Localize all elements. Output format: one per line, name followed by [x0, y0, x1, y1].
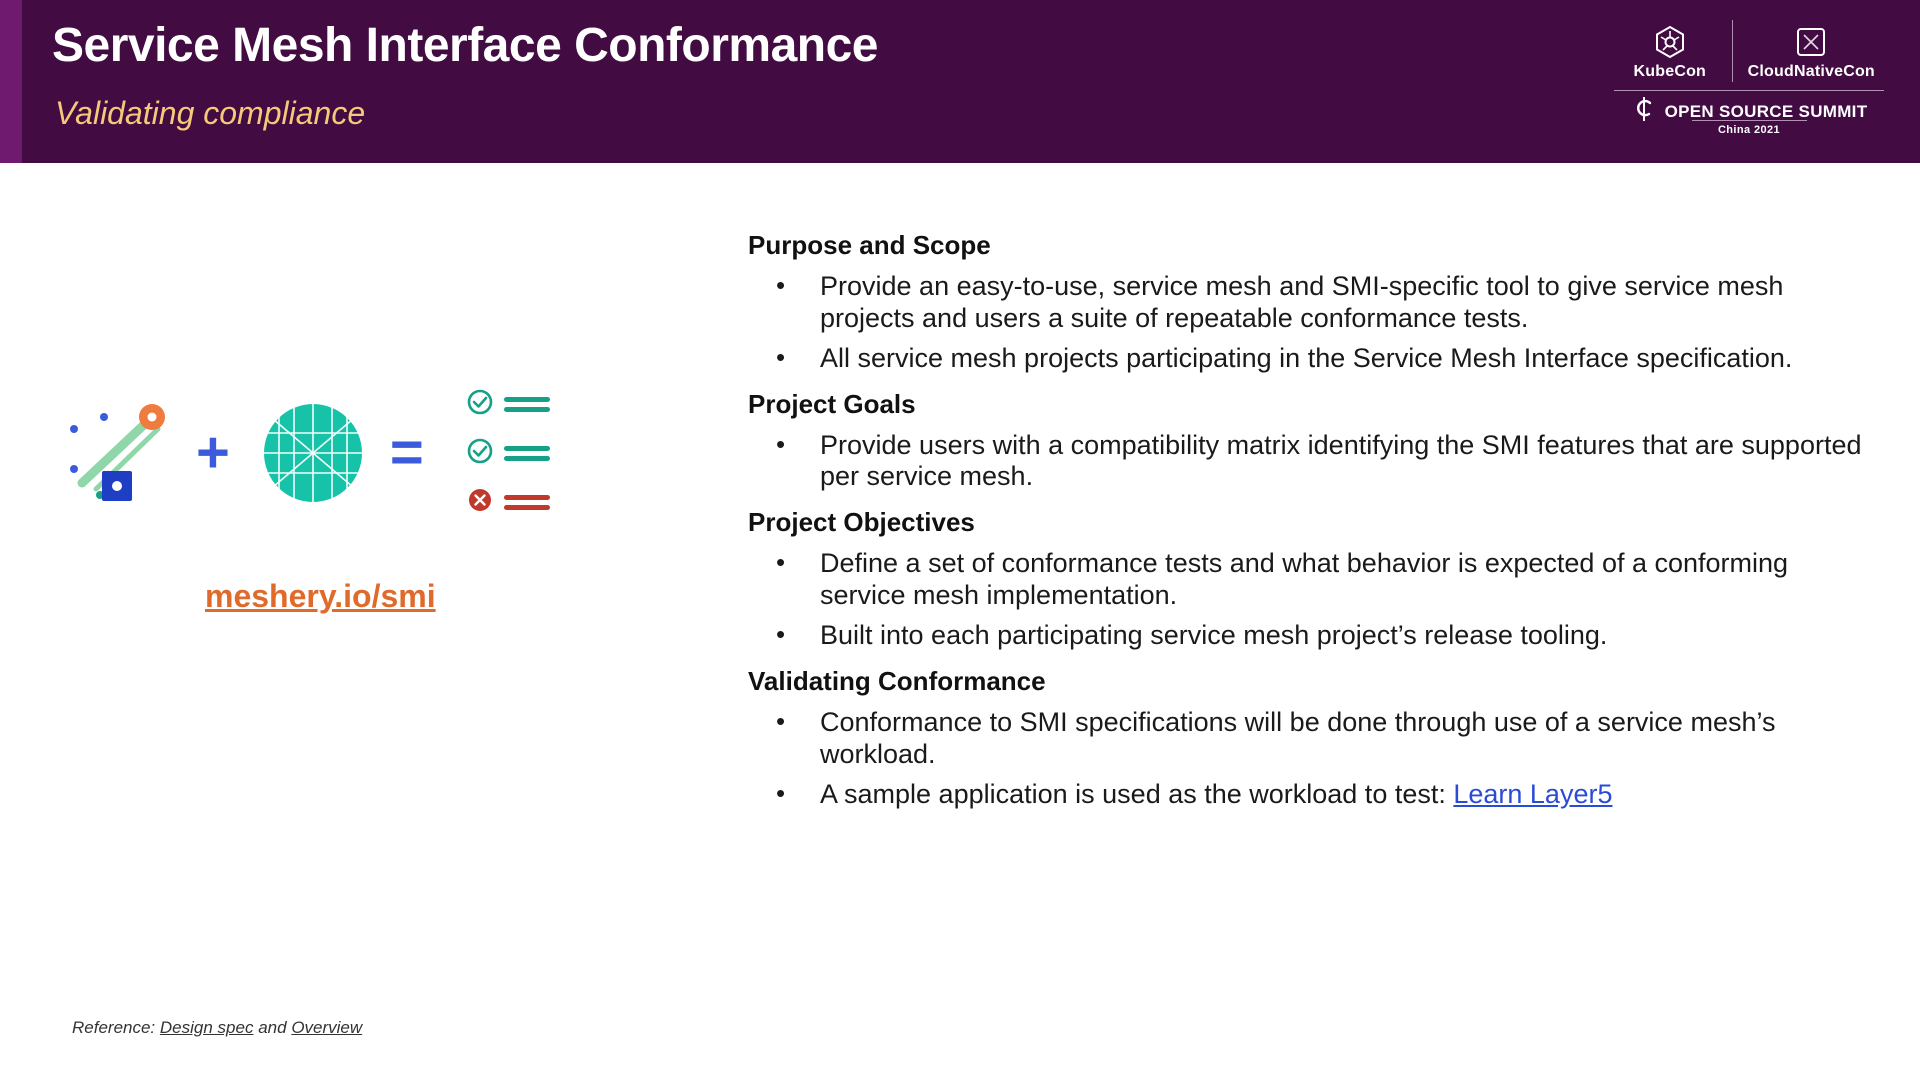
section-heading: Project Objectives — [748, 507, 975, 538]
cloudnative-square-icon — [1739, 21, 1884, 63]
check-circle-icon — [466, 437, 494, 470]
cloudnativecon-logo — [1739, 21, 1884, 81]
reference-conjunction: and — [258, 1018, 287, 1037]
list-item: • Built into each participating service mesh project’s release tooling. — [748, 620, 1878, 652]
cloudnativecon-label: CloudNativeCon — [1747, 63, 1875, 80]
reference-overview-link[interactable]: Overview — [291, 1018, 363, 1037]
conformance-equation — [60, 388, 620, 518]
smi-logo-icon — [60, 397, 178, 509]
left-graphic-column — [0, 163, 740, 1080]
conference-logo-block — [1614, 12, 1884, 142]
logo-year-rule — [1692, 120, 1807, 121]
logo-row-summit — [1614, 96, 1884, 127]
result-bars — [504, 397, 550, 412]
learn-layer5-link[interactable]: Learn Layer5 — [1453, 778, 1613, 809]
close-circle-icon — [466, 486, 494, 519]
list-item: • Provide an easy-to-use, service mesh and SMI-specific tool to give service mesh projects and users a suite of repeatable conformance tests. — [748, 271, 1878, 335]
plus-symbol: + — [196, 420, 230, 485]
bullet-list — [748, 271, 1878, 375]
section-heading: Purpose and Scope — [748, 230, 991, 260]
reference-prefix: Reference: — [72, 1018, 156, 1037]
section-purpose-and-scope — [748, 230, 1878, 375]
list-item: • Conformance to SMI specifications will be done through use of a service mesh’s workload. — [748, 707, 1878, 771]
section-heading: Project Goals — [748, 388, 916, 419]
bullet-list — [748, 707, 1878, 811]
summit-year-label: China 2021 — [1717, 124, 1781, 136]
summit-spiral-icon — [1631, 96, 1657, 127]
list-item: • Define a set of conformance tests and what behavior is expected of a conforming service mesh implementation. — [748, 548, 1878, 612]
kubecon-logo — [1614, 21, 1726, 81]
section-heading: Validating Conformance — [748, 665, 1046, 696]
page-subtitle: Validating compliance — [55, 95, 366, 131]
reference-design-spec-link[interactable]: Design spec — [159, 1018, 254, 1037]
kubecon-label: KubeCon — [1633, 63, 1707, 80]
list-item: • Provide users with a compatibility matrix identifying the SMI features that are supported per service mesh. — [748, 430, 1878, 494]
bullet-list — [748, 548, 1878, 652]
meshery-logo-icon — [254, 397, 372, 509]
section-project-goals — [748, 389, 1878, 494]
section-project-objectives — [748, 507, 1878, 652]
logo-divider — [1732, 20, 1733, 82]
slide-header — [0, 0, 1920, 163]
reference-note — [72, 1018, 362, 1038]
page-title: Service Mesh Interface Conformance — [52, 19, 878, 72]
list-item — [748, 779, 1878, 811]
section-validating-conformance — [748, 666, 1878, 811]
list-item-text: A sample application is used as the workload to test: — [820, 778, 1454, 809]
result-row-fail — [466, 486, 550, 519]
list-item: • All service mesh projects participating in the Service Mesh Interface specification. — [748, 343, 1878, 375]
result-row-pass-2 — [466, 437, 550, 470]
summit-label: OPEN SOURCE SUMMIT — [1664, 101, 1868, 121]
equals-symbol: = — [389, 420, 424, 485]
logo-row-primary — [1614, 12, 1884, 90]
header-accent-bar — [0, 0, 22, 163]
content-column — [748, 230, 1878, 818]
kubernetes-wheel-icon — [1614, 21, 1726, 63]
check-circle-icon — [466, 388, 494, 421]
result-bars — [504, 446, 550, 461]
bullet-list — [748, 430, 1878, 494]
conformance-results-icon — [466, 388, 550, 519]
meshery-smi-link[interactable]: meshery.io/smi — [205, 578, 436, 614]
result-bars — [504, 495, 550, 510]
result-row-pass-1 — [466, 388, 550, 421]
logo-horizontal-rule — [1614, 90, 1884, 91]
